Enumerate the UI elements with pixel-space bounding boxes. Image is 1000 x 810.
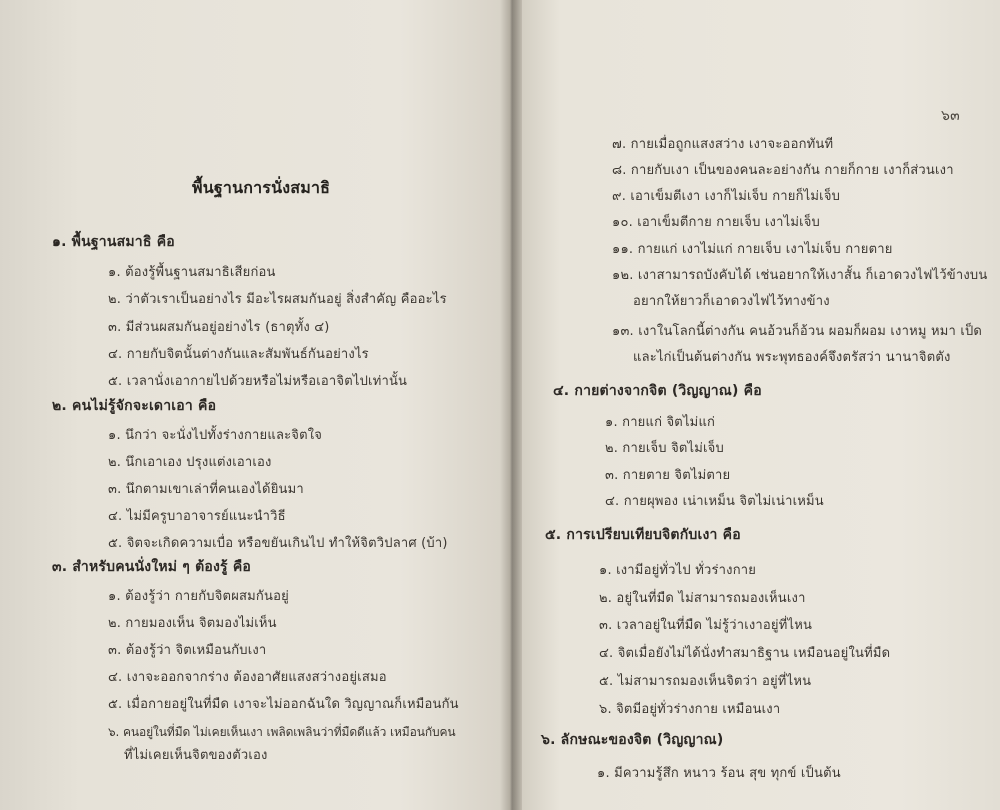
list-item: ๑. นึกว่า จะนั่งไปทั้งร่างกายและจิตใจ: [108, 428, 323, 443]
list-item: ๓. เวลาอยู่ในที่มืด ไม่รู้ว่าเงาอยู่ที่ไหน: [599, 618, 813, 633]
list-item-continuation: และไก่เป็นต้นต่างกัน พระพุทธองค์จึงตรัสว่า นานาจิตตัง: [633, 350, 951, 365]
section-heading: ๕. การเปรียบเทียบจิตกับเงา คือ: [545, 527, 741, 543]
list-item: ๕. จิตจะเกิดความเบื่อ หรือขยันเกินไป ทำให้จิตวิปลาศ (บ้า): [108, 536, 448, 551]
list-item: ๔. กายผุพอง เน่าเหม็น จิตไม่เน่าเหม็น: [605, 494, 824, 509]
list-item: ๙. เอาเข็มตีเงา เงาก็ไม่เจ็บ กายก็ไม่เจ็บ: [612, 189, 841, 204]
list-item: ๑. ต้องรู้ว่า กายกับจิตผสมกันอยู่: [108, 589, 289, 604]
list-item: ๒. ว่าตัวเราเป็นอย่างไร มีอะไรผสมกันอยู่ สิ่งสำคัญ คืออะไร: [108, 292, 447, 307]
list-item: ๓. นึกตามเขาเล่าที่คนเองได้ยินมา: [108, 482, 304, 497]
list-item: ๑๑. กายแก่ เงาไม่แก่ กายเจ็บ เงาไม่เจ็บ กายตาย: [612, 242, 893, 257]
list-item-continuation: ที่ไม่เคยเห็นจิตของตัวเอง: [124, 748, 268, 763]
right-page: [515, 0, 1000, 810]
list-item: ๕. เมื่อกายอยู่ในที่มืด เงาจะไม่ออกฉันใด วิญญาณก็เหมือนกัน: [108, 697, 459, 712]
list-item: ๔. เงาจะออกจากร่าง ต้องอาศัยแสงสว่างอยู่เสมอ: [108, 670, 387, 685]
list-item: ๓. กายตาย จิตไม่ตาย: [605, 468, 731, 483]
list-item: ๑๒. เงาสามารถบังคับได้ เช่นอยากให้เงาสั้น ก็เอาดวงไฟไว้ข้างบน: [612, 268, 988, 283]
list-item: ๔. กายกับจิตนั้นต่างกันและสัมพันธ์กันอย่างไร: [108, 347, 369, 362]
list-item: ๘. กายกับเงา เป็นของคนละอย่างกัน กายก็กาย เงาก็ส่วนเงา: [612, 163, 954, 178]
list-item: ๑๐. เอาเข็มตีกาย กายเจ็บ เงาไม่เจ็บ: [612, 215, 821, 230]
section-heading: ๓. สำหรับคนนั่งใหม่ ๆ ต้องรู้ คือ: [52, 559, 252, 575]
list-item: ๑. เงามีอยู่ทั่วไป ทั่วร่างกาย: [599, 563, 757, 578]
section-heading: ๔. กายต่างจากจิต (วิญญาณ) คือ: [553, 383, 762, 399]
page-title: พื้นฐานการนั่งสมาธิ: [192, 178, 331, 197]
list-item: ๑. ต้องรู้พื้นฐานสมาธิเสียก่อน: [108, 265, 276, 280]
list-item: ๓. ต้องรู้ว่า จิตเหมือนกับเงา: [108, 643, 267, 658]
list-item: ๒. กายมองเห็น จิตมองไม่เห็น: [108, 616, 277, 631]
list-item: ๒. อยู่ในที่มืด ไม่สามารถมองเห็นเงา: [599, 591, 806, 606]
list-item: ๑๓. เงาในโลกนี้ต่างกัน คนอ้วนก็อ้วน ผอมก็ผอม เงาหมู หมา เป็ด: [612, 324, 983, 339]
section-heading: ๖. ลักษณะของจิต (วิญญาณ): [541, 732, 724, 748]
list-item: ๒. กายเจ็บ จิตไม่เจ็บ: [605, 441, 724, 456]
list-item: ๑. กายแก่ จิตไม่แก่: [605, 415, 716, 430]
list-item: ๔. ไม่มีครูบาอาจารย์แนะนำวิธี: [108, 509, 286, 524]
list-item: ๓. มีส่วนผสมกันอยู่อย่างไร (ธาตุทั้ง ๔): [108, 320, 330, 335]
list-item: ๕. เวลานั่งเอากายไปด้วยหรือไม่หรือเอาจิตไปเท่านั้น: [108, 374, 408, 389]
page-number: ๖๓: [941, 108, 960, 124]
list-item: ๖. จิตมีอยู่ทั่วร่างกาย เหมือนเงา: [599, 702, 781, 717]
list-item: ๖. คนอยู่ในที่มืด ไม่เคยเห็นเงา เพลิดเพลินว่าที่มืดดีแล้ว เหมือนกับคน: [108, 725, 456, 739]
list-item: ๒. นึกเอาเอง ปรุงแต่งเอาเอง: [108, 455, 272, 470]
list-item: ๗. กายเมื่อถูกแสงสว่าง เงาจะออกทันที: [612, 137, 834, 152]
list-item: ๔. จิตเมื่อยังไม่ได้นั่งทำสมาธิฐาน เหมือนอยู่ในที่มืด: [599, 646, 891, 661]
list-item-continuation: อยากให้ยาวก็เอาดวงไฟไว้ทางข้าง: [633, 294, 830, 309]
section-heading: ๒. คนไม่รู้จักจะเดาเอา คือ: [52, 398, 217, 414]
section-heading: ๑. พื้นฐานสมาธิ คือ: [52, 234, 175, 250]
list-item: ๕. ไม่สามารถมองเห็นจิตว่า อยู่ที่ไหน: [599, 674, 812, 689]
list-item: ๑. มีความรู้สึก หนาว ร้อน สุข ทุกข์ เป็นต้น: [597, 766, 841, 781]
